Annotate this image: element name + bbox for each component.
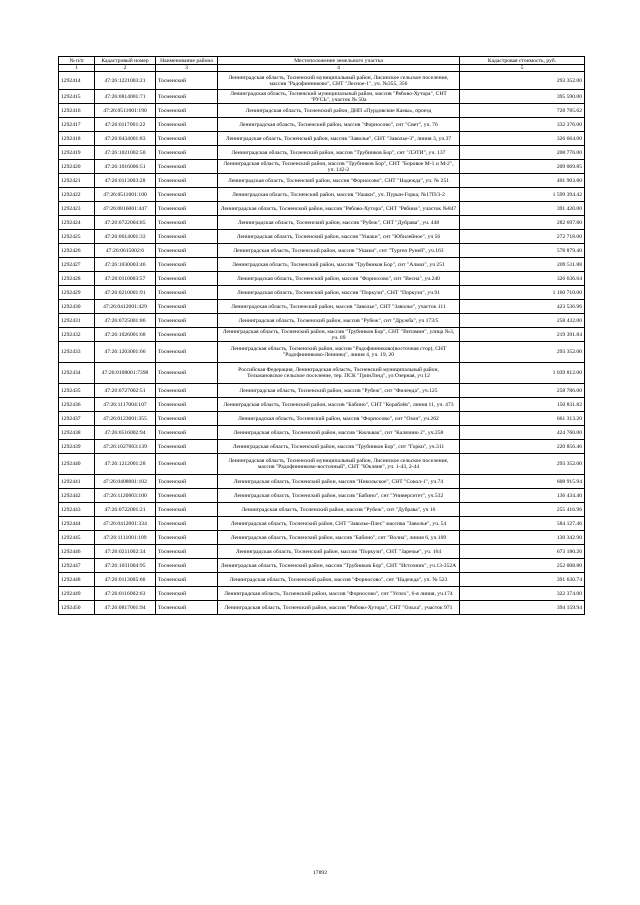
- land-plot-location: Российская Федерация, Ленинградская область, Тосненский муниципальный район, Тельмановское сельское поселение, тер. ПСК "ГринЛэнд", ул Озерная, уч 12: [218, 363, 460, 384]
- cadastral-value: 424 760.00: [460, 426, 585, 440]
- district-name: Тосненский: [156, 489, 218, 503]
- table-row: [59, 328, 585, 342]
- row-number: 1292445: [59, 531, 95, 545]
- land-plot-location: Ленинградская область, Тосненский район, массив "Ушаки", уч. Пурын-Горка, №17П/3-2: [218, 188, 460, 202]
- cadastral-value: 150 831.82: [460, 398, 585, 412]
- cadastral-number: 47:26:0116002:63: [95, 587, 156, 601]
- row-number: 1292446: [59, 545, 95, 559]
- row-number: 1292449: [59, 587, 95, 601]
- row-number: 1292421: [59, 174, 95, 188]
- cadastral-value: 391 630.74: [460, 573, 585, 587]
- cadastral-table: [58, 56, 585, 615]
- header-number: 4: [218, 65, 460, 72]
- cadastral-value: 293 352.00: [460, 454, 585, 475]
- table-row: [59, 440, 585, 454]
- cadastral-number: 47:26:1016006:51: [95, 160, 156, 174]
- cadastral-value: 1 039 812.00: [460, 363, 585, 384]
- cadastral-number: 47:26:0511001:100: [95, 188, 156, 202]
- table-row: [59, 174, 585, 188]
- district-name: Тосненский: [156, 146, 218, 160]
- row-number: 1292425: [59, 230, 95, 244]
- land-plot-location: Ленинградская область, Тосненский район, массив "Трубников Бор", СНТ "Источник", уч.13-352А: [218, 559, 460, 573]
- land-plot-location: Ленинградская область, Тосненский район, массив "Заволье", СНТ "Заволье-3", линия 3, уч.37: [218, 132, 460, 146]
- cadastral-value: 608 915.94: [460, 475, 585, 489]
- table-row: [59, 342, 585, 363]
- land-plot-location: Ленинградская область, Тосненский район, массив "Форносово", снт "Весна", уч.240: [218, 272, 460, 286]
- cadastral-number: 47:26:0211002:34: [95, 545, 156, 559]
- cadastral-value: 395 590.00: [460, 90, 585, 104]
- cadastral-number: 47:26:1021002:50: [95, 146, 156, 160]
- district-name: Тосненский: [156, 531, 218, 545]
- cadastral-number: 47:26:0814001:71: [95, 90, 156, 104]
- row-number: 1292418: [59, 132, 95, 146]
- cadastral-value: 584 127.46: [460, 517, 585, 531]
- table-row: [59, 258, 585, 272]
- table-row: [59, 104, 585, 118]
- table-row: [59, 559, 585, 573]
- row-number: 1292415: [59, 90, 95, 104]
- cadastral-number: 47:26:1026001:68: [95, 328, 156, 342]
- cadastral-number: 47:26:0412001:334: [95, 517, 156, 531]
- cadastral-value: 322 374.00: [460, 587, 585, 601]
- cadastral-number: 47:26:0727002:51: [95, 384, 156, 398]
- cadastral-number: 47:26:1203001:66: [95, 342, 156, 363]
- land-plot-location: Ленинградская область, Тосненский район, массив "Никольское", СНТ "Сокол-1", уч.74: [218, 475, 460, 489]
- table-row: [59, 426, 585, 440]
- header-row: [59, 57, 585, 65]
- land-plot-location: Ленинградская область, Тосненский район, массив "Поркузи", СНТ "Поркузи", уч.91: [218, 286, 460, 300]
- cadastral-value: 423 536.96: [460, 300, 585, 314]
- table-row: [59, 244, 585, 258]
- land-plot-location: Ленинградская область, Тосненский муниципальный район, Лисинское сельское поселение, массив "Радофинниково-восточный", СНТ "Юкляне", уч. 1-43, 2-44: [218, 454, 460, 475]
- land-plot-location: Ленинградская область, Тосненский район, массив "Кюльвак", снт "Калязино 2", уч.258: [218, 426, 460, 440]
- row-number: 1292423: [59, 202, 95, 216]
- land-plot-location: Ленинградская область, Тосненский район, массив "Поркузи", СНТ "Заречье", уч. 164: [218, 545, 460, 559]
- header-cadastral-value: Кадастровая стоимость, руб.: [460, 57, 585, 65]
- district-name: Тосненский: [156, 454, 218, 475]
- cadastral-value: 209 069.85: [460, 160, 585, 174]
- district-name: Тосненский: [156, 300, 218, 314]
- cadastral-value: 394 159.94: [460, 601, 585, 615]
- table-row: [59, 601, 585, 615]
- cadastral-number: 47:26:1221003:21: [95, 72, 156, 90]
- row-number: 1292422: [59, 188, 95, 202]
- cadastral-value: 136 434.40: [460, 489, 585, 503]
- row-number: 1292444: [59, 517, 95, 531]
- cadastral-value: 1 160 710.00: [460, 286, 585, 300]
- district-name: Тосненский: [156, 384, 218, 398]
- land-plot-location: Ленинградская область, Тосненский район, массив "Бабино", снт "Волна", линия 6, уч.109: [218, 531, 460, 545]
- cadastral-number: 47:26:0511001:190: [95, 104, 156, 118]
- table-row: [59, 503, 585, 517]
- header-number: 1: [59, 65, 95, 72]
- cadastral-number: 47:26:1212001:28: [95, 454, 156, 475]
- land-plot-location: Ленинградская область, Тосненский район, массив "Рубеж", снт "Филенда", уч.125: [218, 384, 460, 398]
- header-number-row: [59, 65, 585, 72]
- land-plot-location: Ленинградская область, Тосненский район, массив "Трубников Бор", СНТ "Боровое М-1 и М-2", уч. 142-2: [218, 160, 460, 174]
- district-name: Тосненский: [156, 328, 218, 342]
- district-name: Тосненский: [156, 132, 218, 146]
- table-row: [59, 531, 585, 545]
- district-name: Тосненский: [156, 587, 218, 601]
- table-row: [59, 132, 585, 146]
- row-number: 1292433: [59, 342, 95, 363]
- table-row: [59, 300, 585, 314]
- land-plot-location: Ленинградская область, Тосненский район, массив "Рубеж", снт "Дружба", уч 173/5: [218, 314, 460, 328]
- cadastral-value: 1 599 394.42: [460, 188, 585, 202]
- cadastral-number: 47:26:0816001:447: [95, 202, 156, 216]
- cadastral-value: 209 511.88: [460, 258, 585, 272]
- cadastral-value: 282 697.80: [460, 216, 585, 230]
- header-index: № п/п: [59, 57, 95, 65]
- table-row: [59, 517, 585, 531]
- cadastral-number: 47:26:0108001:7398: [95, 363, 156, 384]
- land-plot-location: Ленинградская область, Тосненский район, массив "Ушаки", снт "Юбилейное", уч 56: [218, 230, 460, 244]
- table-row: [59, 216, 585, 230]
- cadastral-value: 578 879.40: [460, 244, 585, 258]
- row-number: 1292447: [59, 559, 95, 573]
- table-row: [59, 272, 585, 286]
- land-plot-location: Ленинградская область, Тосненский район, массив "Трубников Бор", снт "ЛЭТИ", уч. 137: [218, 146, 460, 160]
- table-row: [59, 573, 585, 587]
- table-header: [59, 57, 585, 72]
- cadastral-number: 47:26:0113005:66: [95, 573, 156, 587]
- row-number: 1292435: [59, 384, 95, 398]
- cadastral-number: 47:26:0614001:33: [95, 230, 156, 244]
- land-plot-location: Ленинградская область, Тосненский район, ДНП «Пурдовские Камы», проезд: [218, 104, 460, 118]
- row-number: 1292436: [59, 398, 95, 412]
- district-name: Тосненский: [156, 160, 218, 174]
- cadastral-number: 47:26:0434001:83: [95, 132, 156, 146]
- header-district: Наименование района: [156, 57, 218, 65]
- row-number: 1292416: [59, 104, 95, 118]
- row-number: 1292443: [59, 503, 95, 517]
- cadastral-value: 258 786.00: [460, 384, 585, 398]
- cadastral-number: 47:26:0516002:94: [95, 426, 156, 440]
- row-number: 1292450: [59, 601, 95, 615]
- table-row: [59, 454, 585, 475]
- cadastral-number: 47:26:1030003:46: [95, 258, 156, 272]
- row-number: 1292441: [59, 475, 95, 489]
- table-row: [59, 545, 585, 559]
- cadastral-number: 47:26:0123001:355: [95, 412, 156, 426]
- table-row: [59, 398, 585, 412]
- table-row: [59, 72, 585, 90]
- table-row: [59, 230, 585, 244]
- district-name: Тосненский: [156, 272, 218, 286]
- land-plot-location: Ленинградская область, Тосненский район, массив "Рубеж", СНТ "Дубрава", уч. 448: [218, 216, 460, 230]
- header-number: 3: [156, 65, 218, 72]
- district-name: Тосненский: [156, 202, 218, 216]
- district-name: Тосненский: [156, 363, 218, 384]
- row-number: 1292432: [59, 328, 95, 342]
- land-plot-location: Ленинградская область, Тосненский район, массив "Рябово-Хутора", СНТ "Ольха", участок 971: [218, 601, 460, 615]
- row-number: 1292430: [59, 300, 95, 314]
- cadastral-number: 47:26:0412001:429: [95, 300, 156, 314]
- district-name: Тосненский: [156, 559, 218, 573]
- cadastral-value: 208 776.00: [460, 146, 585, 160]
- district-name: Тосненский: [156, 188, 218, 202]
- row-number: 1292442: [59, 489, 95, 503]
- row-number: 1292420: [59, 160, 95, 174]
- row-number: 1292431: [59, 314, 95, 328]
- land-plot-location: Ленинградская область, Тосненский район, массив "Радофинниково(восточная стор), СНТ "Радофинниково-Ленинец", линия 4, уч. 19, 20: [218, 342, 460, 363]
- cadastral-value: 326 636.64: [460, 272, 585, 286]
- header-number: 5: [460, 65, 585, 72]
- row-number: 1292417: [59, 118, 95, 132]
- district-name: Тосненский: [156, 573, 218, 587]
- cadastral-number: 47:26:0725001:86: [95, 314, 156, 328]
- cadastral-value: 272 718.00: [460, 230, 585, 244]
- land-plot-location: Ленинградская область, Тосненский район, массив "Заволье", СНТ "Заволье", участок 111: [218, 300, 460, 314]
- cadastral-number: 47:26:1111001:109: [95, 531, 156, 545]
- table-row: [59, 489, 585, 503]
- cadastral-value: 673 180.20: [460, 545, 585, 559]
- land-plot-location: Ленинградская область, Тосненский район, СНТ "Заволье-Плес" массива "Заволье", уч. 54: [218, 517, 460, 531]
- header-cadastral-number: Кадастровый номер: [95, 57, 156, 65]
- district-name: Тосненский: [156, 216, 218, 230]
- cadastral-number: 47:26:0817001:94: [95, 601, 156, 615]
- cadastral-number: 47:26:1031004:95: [95, 559, 156, 573]
- cadastral-value: 401 903.80: [460, 174, 585, 188]
- table-row: [59, 118, 585, 132]
- cadastral-number: 47:26:0210001:91: [95, 286, 156, 300]
- row-number: 1292428: [59, 272, 95, 286]
- row-number: 1292438: [59, 426, 95, 440]
- district-name: Тосненский: [156, 244, 218, 258]
- row-number: 1292419: [59, 146, 95, 160]
- district-name: Тосненский: [156, 286, 218, 300]
- cadastral-value: 728 785.62: [460, 104, 585, 118]
- table-row: [59, 363, 585, 384]
- land-plot-location: Ленинградская область, Тосненский район, массив "Трубников Бор", СНТ "Витамин", улица №3, уч. 69: [218, 328, 460, 342]
- table-row: [59, 286, 585, 300]
- cadastral-number: 47:26:0113003:28: [95, 174, 156, 188]
- cadastral-number: 47:26:1120003:100: [95, 489, 156, 503]
- table-row: [59, 90, 585, 104]
- table-row: [59, 412, 585, 426]
- page-number: 17892: [313, 870, 327, 876]
- land-plot-location: Ленинградская область, Тосненский муниципальный район, массив "Рябово-Хутора", СНТ "РУСЬ", участок № 50а: [218, 90, 460, 104]
- cadastral-number: 47:26:0615002:6: [95, 244, 156, 258]
- district-name: Тосненский: [156, 412, 218, 426]
- district-name: Тосненский: [156, 426, 218, 440]
- cadastral-value: 130 342.90: [460, 531, 585, 545]
- table-body: [59, 72, 585, 615]
- row-number: 1292426: [59, 244, 95, 258]
- cadastral-number: 47:26:0117001:22: [95, 118, 156, 132]
- district-name: Тосненский: [156, 72, 218, 90]
- land-plot-location: Ленинградская область, Тосненский район, массив "Бабино", СНТ "Кораблёв", линия 11, уч. 473: [218, 398, 460, 412]
- header-location: Местоположение земельного участка: [218, 57, 460, 65]
- cadastral-number: 47:26:0408001:102: [95, 475, 156, 489]
- land-plot-location: Ленинградская область, Тосненский район, массив "Форносово", снт "Озон", уч.262: [218, 412, 460, 426]
- land-plot-location: Ленинградская область, Тосненский муниципальный район, Лисинское сельское поселение, массив "Радофинниково", СНТ "Лесное-1", уч. №355, 356: [218, 72, 460, 90]
- cadastral-value: 220 856.46: [460, 440, 585, 454]
- land-plot-location: Ленинградская область, Тосненский район, массив "Бабино", снт "Университет", уч.532: [218, 489, 460, 503]
- cadastral-number: 47:26:0722004:85: [95, 216, 156, 230]
- cadastral-value: 293 352.00: [460, 72, 585, 90]
- cadastral-value: 326 664.00: [460, 132, 585, 146]
- district-name: Тосненский: [156, 517, 218, 531]
- district-name: Тосненский: [156, 258, 218, 272]
- cadastral-value: 255 416.96: [460, 503, 585, 517]
- land-plot-location: Ленинградская область, Тосненский район, массив "Трубников Бор", снт "Алмаз", уч 251: [218, 258, 460, 272]
- header-number: 2: [95, 65, 156, 72]
- district-name: Тосненский: [156, 601, 218, 615]
- district-name: Тосненский: [156, 475, 218, 489]
- cadastral-number: 47:26:0110003:57: [95, 272, 156, 286]
- district-name: Тосненский: [156, 440, 218, 454]
- cadastral-value: 391 420.00: [460, 202, 585, 216]
- table-row: [59, 384, 585, 398]
- district-name: Тосненский: [156, 398, 218, 412]
- district-name: Тосненский: [156, 118, 218, 132]
- land-plot-location: Ленинградская область, Тосненский район, массив "Форносово", СНТ "Надежда", уч. № 251: [218, 174, 460, 188]
- cadastral-number: 47:26:1027003:139: [95, 440, 156, 454]
- cadastral-value: 252 008.80: [460, 559, 585, 573]
- land-plot-location: Ленинградская область, Тосненский район, массив "Рябово-Хутора", СНТ "Рябина", участок №847: [218, 202, 460, 216]
- district-name: Тосненский: [156, 230, 218, 244]
- row-number: 1292414: [59, 72, 95, 90]
- cadastral-number: 47:26:0722001:21: [95, 503, 156, 517]
- cadastral-value: 332 376.00: [460, 118, 585, 132]
- table-row: [59, 160, 585, 174]
- row-number: 1292427: [59, 258, 95, 272]
- cadastral-value: 219 391.84: [460, 328, 585, 342]
- land-plot-location: Ленинградская область, Тосненский район, массив "Ушаки", снт "Тургеп Руней", уч.163: [218, 244, 460, 258]
- district-name: Тосненский: [156, 90, 218, 104]
- table-row: [59, 587, 585, 601]
- district-name: Тосненский: [156, 503, 218, 517]
- row-number: 1292440: [59, 454, 95, 475]
- row-number: 1292429: [59, 286, 95, 300]
- table-row: [59, 188, 585, 202]
- land-plot-location: Ленинградская область, Тосненский район, массив "Форносово", снт "Свет", уч. 76: [218, 118, 460, 132]
- table-row: [59, 202, 585, 216]
- row-number: 1292439: [59, 440, 95, 454]
- row-number: 1292437: [59, 412, 95, 426]
- document-page: [58, 56, 584, 615]
- district-name: Тосненский: [156, 342, 218, 363]
- row-number: 1292434: [59, 363, 95, 384]
- table-row: [59, 475, 585, 489]
- table-row: [59, 314, 585, 328]
- table-row: [59, 146, 585, 160]
- row-number: 1292424: [59, 216, 95, 230]
- cadastral-value: 661 313.20: [460, 412, 585, 426]
- row-number: 1292448: [59, 573, 95, 587]
- cadastral-value: 258 432.00: [460, 314, 585, 328]
- land-plot-location: Ленинградская область, Тосненский район, массив "Форносово", снт "Успех", 6-я линия, уч.174: [218, 587, 460, 601]
- land-plot-location: Ленинградская область, Тосненский район, массив "Трубников Бор", снт "Горки", уч.311: [218, 440, 460, 454]
- land-plot-location: Ленинградская область, Тосненский район, массив "Рубеж", снт "Дубрава", уч 16: [218, 503, 460, 517]
- cadastral-value: 293 352.00: [460, 342, 585, 363]
- district-name: Тосненский: [156, 314, 218, 328]
- district-name: Тосненский: [156, 104, 218, 118]
- district-name: Тосненский: [156, 545, 218, 559]
- cadastral-number: 47:26:1117004:107: [95, 398, 156, 412]
- land-plot-location: Ленинградская область, Тосненский район, массив "Форносово", снт "Надежда", уч. № 523: [218, 573, 460, 587]
- district-name: Тосненский: [156, 174, 218, 188]
